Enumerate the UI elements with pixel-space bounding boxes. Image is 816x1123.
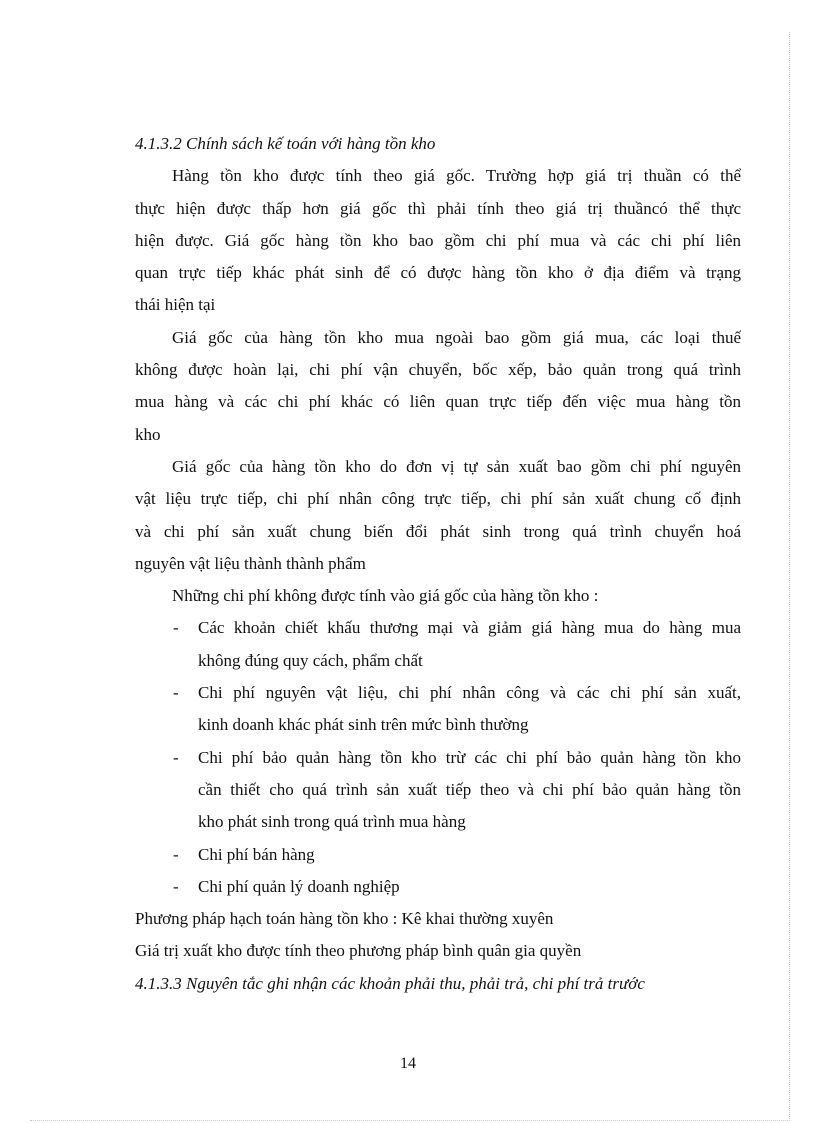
list-item — [135, 677, 741, 742]
paragraph-line: và chi phí sản xuất chung biến đổi phát sinh trong quá trình chuyển hoá — [135, 521, 741, 541]
list-item — [135, 742, 741, 839]
page-number: 14 — [400, 1055, 416, 1072]
paragraph-line: Hàng tồn kho được tính theo giá gốc. Trường hợp giá trị thuần có thể — [172, 166, 741, 186]
inventory-valuation-line: Giá trị xuất kho được tính theo phương pháp bình quân gia quyền — [135, 941, 582, 961]
bullet-dash: - — [173, 876, 179, 896]
section-heading-inventory-policy: 4.1.3.2 Chính sách kế toán với hàng tồn kho — [135, 134, 436, 153]
list-item-text: Chi phí quản lý doanh nghiệp — [198, 876, 400, 896]
list-item-line: không đúng quy cách, phẩm chất — [198, 650, 423, 670]
list-item-text: Chi phí bảo quản hàng tồn kho trừ các chi phí bảo quản hàng tồn kho — [198, 747, 741, 767]
list-item-line: kinh doanh khác phát sinh trên mức bình thường — [198, 715, 529, 735]
paragraph-line: thực hiện được thấp hơn giá gốc thì phải tính theo giá trị thuầncó thể thực — [135, 198, 741, 218]
paragraph-line: thái hiện tại — [135, 295, 216, 315]
paragraph-line: vật liệu trực tiếp, chi phí nhân công trực tiếp, chi phí sản xuất chung cố định — [135, 489, 741, 509]
list-item-line — [135, 871, 741, 903]
list-item-line: kho phát sinh trong quá trình mua hàng — [198, 812, 466, 832]
paragraph-line: hiện được. Giá gốc hàng tồn kho bao gồm chi phí mua và các chi phí liên — [135, 230, 741, 250]
list-item — [135, 871, 741, 903]
list-item — [135, 839, 741, 871]
bullet-dash: - — [173, 844, 179, 864]
paragraph-line: quan trực tiếp khác phát sinh để có được hàng tồn kho ở địa điểm và trạng — [135, 263, 741, 283]
excluded-costs-list — [135, 612, 741, 903]
paragraph-inventory-cost — [135, 160, 741, 321]
inventory-method-line: Phương pháp hạch toán hàng tồn kho : Kê khai thường xuyên — [135, 909, 554, 929]
list-item-line — [135, 742, 741, 774]
list-item-text: Chi phí nguyên vật liệu, chi phí nhân công và các chi phí sản xuất, — [198, 683, 741, 703]
list-item — [135, 612, 741, 677]
list-item-line — [135, 612, 741, 644]
paragraph-line: kho — [135, 424, 161, 444]
bullet-dash: - — [173, 618, 179, 638]
paragraph-purchased-inventory — [135, 322, 741, 451]
list-item-line — [135, 677, 741, 709]
excluded-costs-intro: Những chi phí không được tính vào giá gốc của hàng tồn kho : — [172, 586, 599, 606]
bullet-dash: - — [173, 747, 179, 767]
list-item-text: Các khoản chiết khấu thương mại và giảm giá hàng mua do hàng mua — [198, 618, 741, 638]
bullet-dash: - — [173, 683, 179, 703]
document-body — [135, 128, 741, 1000]
list-item-line — [135, 839, 741, 871]
section-heading-receivables: 4.1.3.3 Nguyên tắc ghi nhận các khoản phải thu, phải trả, chi phí trả trước — [135, 973, 645, 993]
paragraph-line: Giá gốc của hàng tồn kho do đơn vị tự sản xuất bao gồm chi phí nguyên — [172, 456, 741, 476]
list-item-text: Chi phí bán hàng — [198, 844, 315, 864]
paragraph-line: nguyên vật liệu thành thành phẩm — [135, 553, 366, 573]
paragraph-line: Giá gốc của hàng tồn kho mua ngoài bao gồm giá mua, các loại thuế — [172, 327, 741, 347]
paragraph-produced-inventory — [135, 451, 741, 580]
paragraph-line: không được hoàn lại, chi phí vận chuyển, bốc xếp, bảo quản trong quá trình — [135, 360, 741, 380]
list-item-line: cần thiết cho quá trình sản xuất tiếp theo và chi phí bảo quản hàng tồn — [198, 779, 741, 799]
paragraph-line: mua hàng và các chi phí khác có liên quan trực tiếp đến việc mua hàng tồn — [135, 392, 741, 412]
